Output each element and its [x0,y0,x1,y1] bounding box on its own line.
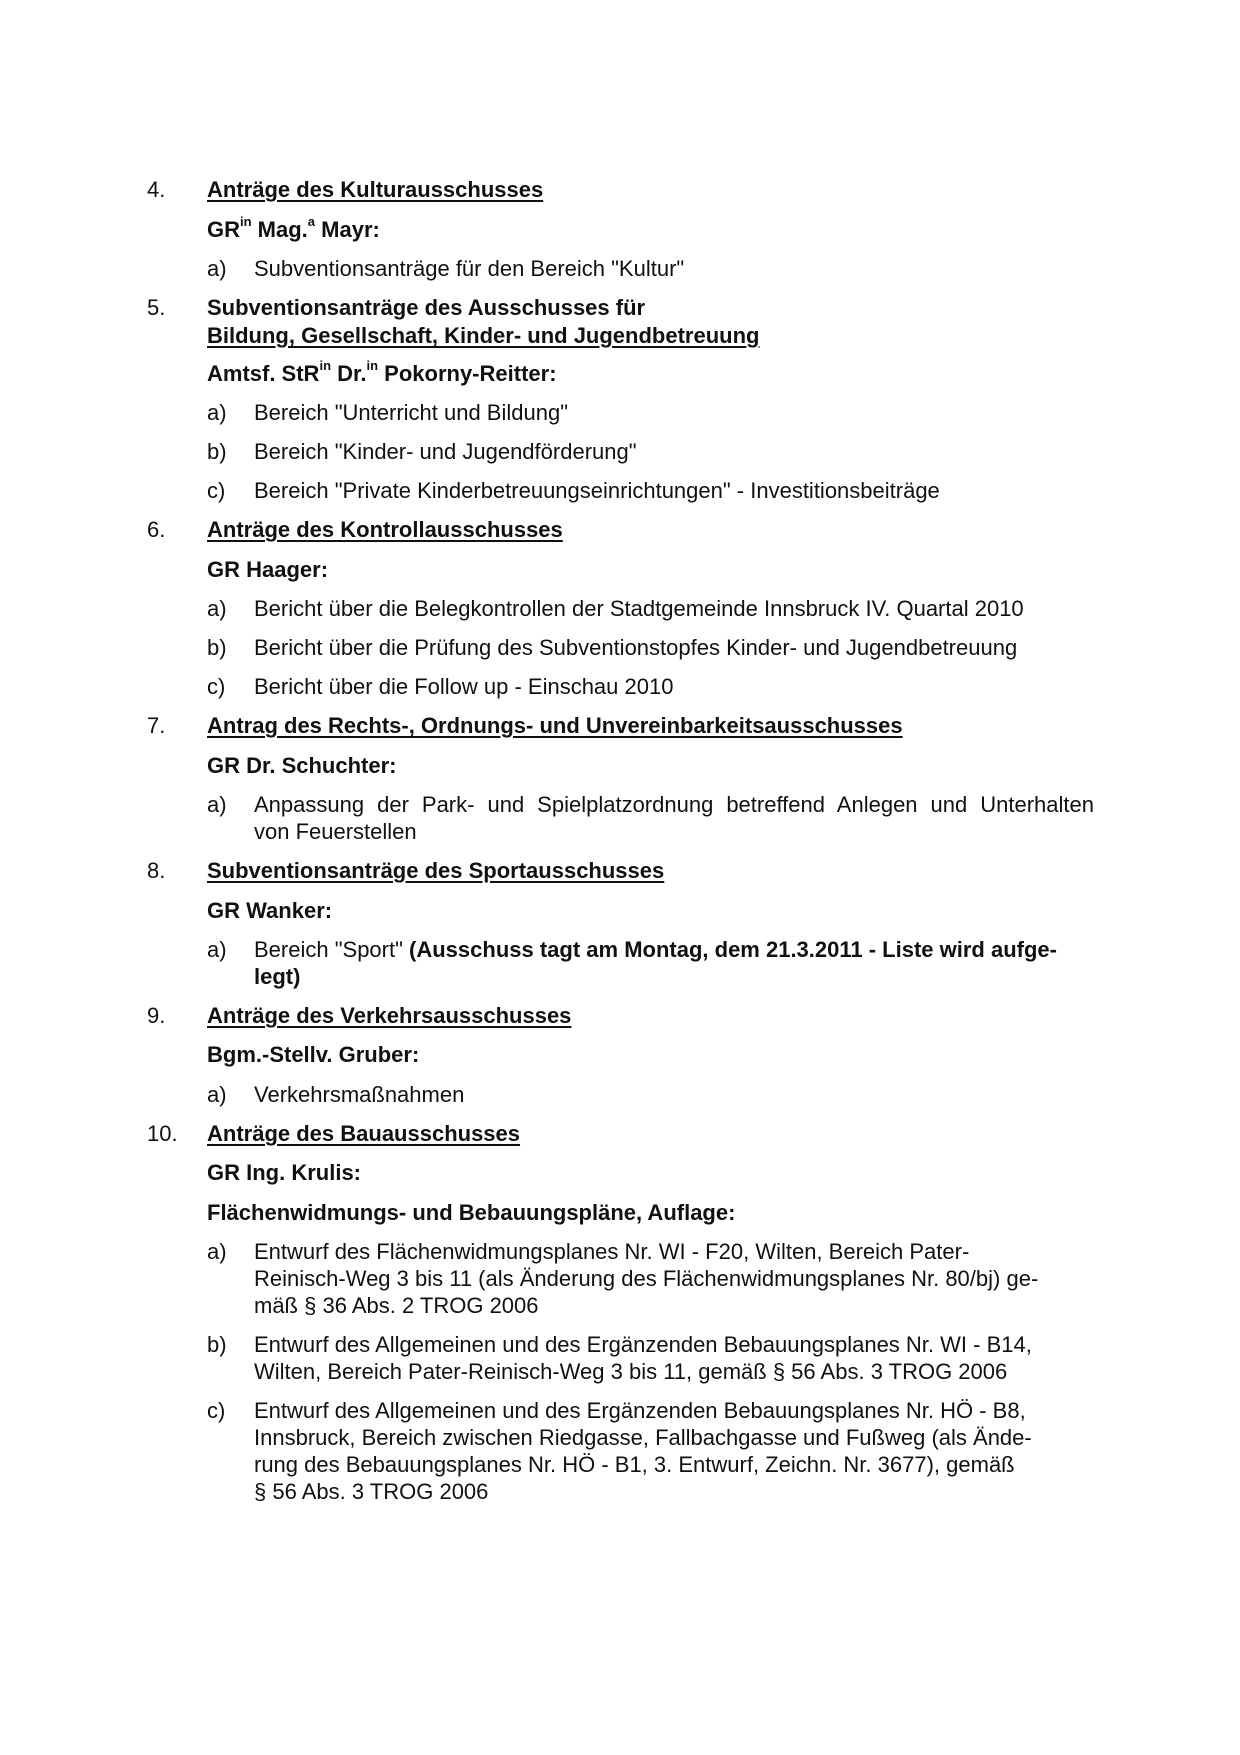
item-letter: b) [207,635,227,660]
item-text: Bereich "Unterricht und Bildung" [254,400,569,425]
section-heading-line-1: Subventionsanträge des Ausschusses für [207,295,646,320]
item-text: Bericht über die Belegkontrollen der Stadtgemeinde Innsbruck IV. Quartal 2010 [254,596,1024,621]
speaker-name: GR Haager: [207,557,329,582]
section-heading: Anträge des Kulturausschusses [207,177,544,202]
speaker-name: GR Wanker: [207,898,333,923]
section-number: 7. [147,713,166,738]
item-text: Bereich "Sport" (Ausschuss tagt am Montag, dem 21.3.2011 - Liste wird aufge- legt) [254,937,1057,989]
speaker-name: $GR^{in}$ Mag.$^a$ Mayr: [207,213,380,242]
item-text: Verkehrsmaßnahmen [254,1082,465,1107]
speaker-name: GR Dr. Schuchter: [207,753,397,778]
speaker-name: Amtsf. StR$^{in}$ Dr.$^{in}$ Pokorny-Reitter: [207,357,557,386]
item-text: Bericht über die Follow up - Einschau 2010 [254,674,674,699]
item-letter: a) [207,400,227,425]
item-text: Bereich "Private Kinderbetreuungseinrichtungen" - Investitionsbeiträge [254,478,940,503]
section-heading: Antrag des Rechts-, Ordnungs- und Unvereinbarkeitsausschusses [207,713,903,738]
item-text: Subventionsanträge für den Bereich "Kultur" [254,256,685,281]
item-text: Entwurf des Allgemeinen und des Ergänzenden Bebauungsplanes Nr. HÖ - B8, Innsbruck, Bereich zwischen Riedgasse, Fallbachgasse und Fußweg (als Ände- rung des Bebauungsplanes Nr. HÖ - B1, 3. Entwurf, Zeichn. Nr. 3677), gemäß § 56 Abs. 3 TROG 2006 [254,1398,1032,1504]
item-letter: b) [207,1332,227,1357]
section-number: 9. [147,1003,166,1028]
section-number: 10. [147,1121,178,1146]
section-number: 6. [147,517,166,542]
item-letter: c) [207,1398,226,1423]
item-text: Entwurf des Flächenwidmungsplanes Nr. WI - F20, Wilten, Bereich Pater- Reinisch-Weg 3 bis 11 (als Änderung des Flächenwidmungsplanes Nr. 80/bj) ge- mäß § 36 Abs. 2 TROG 2006 [254,1239,1039,1318]
item-letter: a) [207,792,227,817]
section-heading: Subventionsanträge des Sportausschusses [207,858,665,883]
section-heading: Anträge des Kontrollausschusses [207,517,563,542]
item-text: Anpassung der Park- und Spielplatzordnung betreffend Anlegen und Unterhalten von Feuerstellen [254,792,1094,844]
item-text: Entwurf des Allgemeinen und des Ergänzenden Bebauungsplanes Nr. WI - B14, Wilten, Bereich Pater-Reinisch-Weg 3 bis 11, gemäß § 56 Abs. 3 TROG 2006 [254,1332,1032,1384]
section-heading [207,294,759,350]
item-text: Bereich "Kinder- und Jugendförderung" [254,439,637,464]
item-letter: c) [207,674,226,699]
item-letter: a) [207,1082,227,1107]
item-letter: a) [207,596,227,621]
item-letter: b) [207,439,227,464]
section-number: 4. [147,177,166,202]
item-letter: a) [207,1239,227,1264]
item-letter: a) [207,937,227,962]
speaker-name: GR Ing. Krulis: [207,1160,361,1185]
section-heading: Anträge des Verkehrsausschusses [207,1003,572,1028]
section-number: 8. [147,858,166,883]
section-heading: Anträge des Bauausschusses [207,1121,521,1146]
item-letter: c) [207,478,226,503]
subheading: Flächenwidmungs- und Bebauungspläne, Auflage: [207,1200,736,1225]
section-number: 5. [147,295,166,320]
speaker-name: Bgm.-Stellv. Gruber: [207,1042,420,1067]
section-heading-line-2: Bildung, Gesellschaft, Kinder- und Jugendbetreuung [207,323,760,348]
item-text: Bericht über die Prüfung des Subventionstopfes Kinder- und Jugendbetreuung [254,635,1018,660]
item-letter: a) [207,256,227,281]
